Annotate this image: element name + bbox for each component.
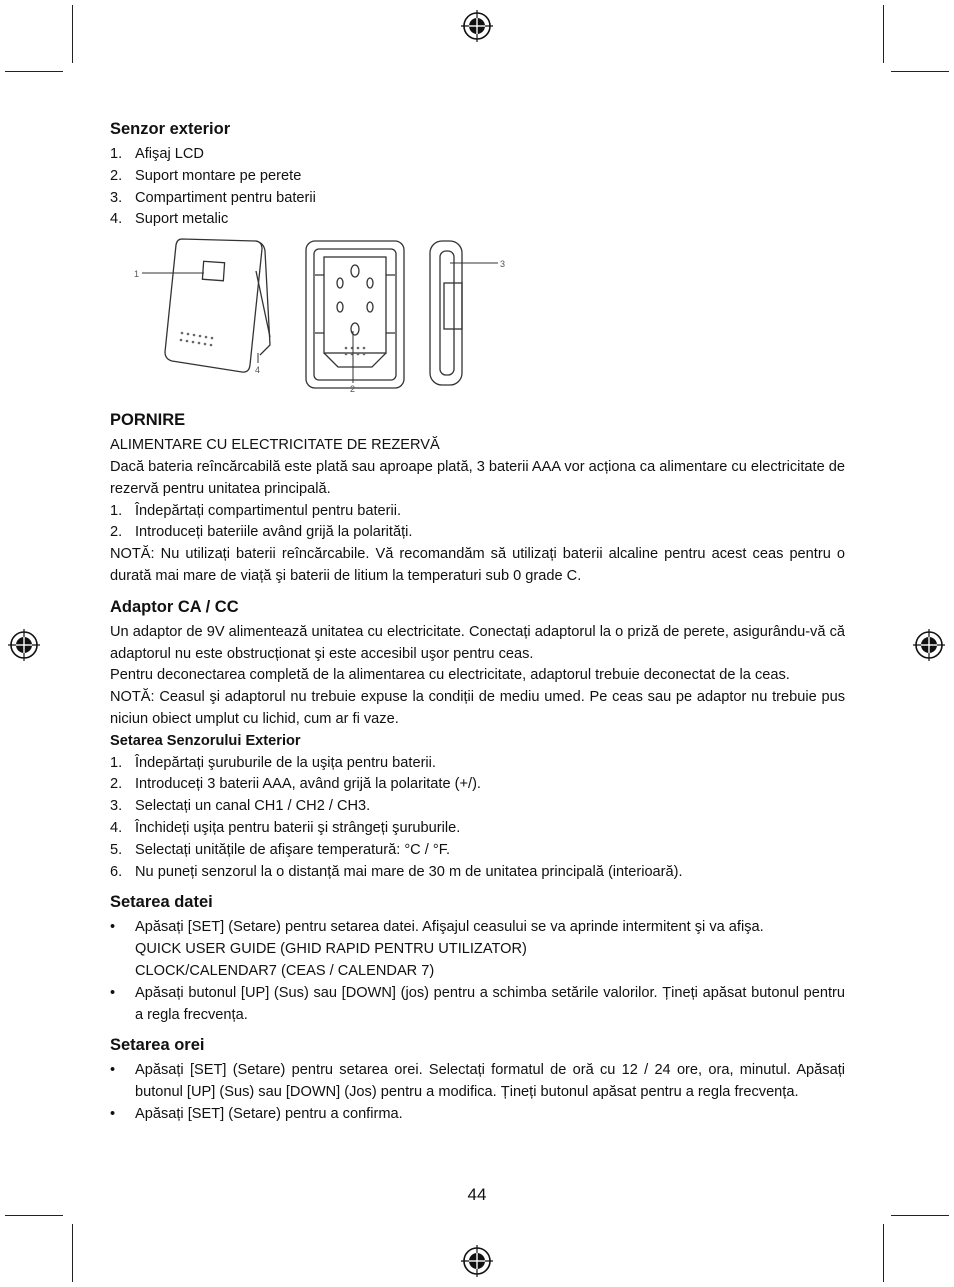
list-item: 6. Nu puneți senzorul la o distanță mai mare de 30 m de unitatea principală (interioară). [110, 863, 683, 880]
paragraph: Un adaptor de 9V alimentează unitatea cu electricitate. Conectați adaptorul la o priză de perete, asigurându-vă că adaptorul nu este obstrucționat şi este accesibil uşor pentru ceas. [110, 623, 845, 662]
list-item: • Apăsați [SET] (Setare) pentru setarea orei. Selectați formatul de oră cu 12 / 24 ore, ora, minutul. Apăsați butonul [UP] (Sus) sau [DOWN] (Jos) pentru a modifica. Țineți butonul apăsat pentru a regla frecvența. [110, 1062, 845, 1101]
time-setup-list [110, 1060, 845, 1125]
sensor-diagram [110, 233, 530, 401]
crop-mark [72, 5, 73, 63]
date-setup-list [110, 917, 845, 1026]
list-item: 4. Închideți uşița pentru baterii şi strângeți şuruburile. [110, 819, 461, 836]
subheading-alimentare: ALIMENTARE CU ELECTRICITATE DE REZERVĂ [110, 437, 440, 454]
subheading-setarea-senzorului: Setarea Senzorului Exterior [110, 732, 301, 749]
sensor-setup-steps-list [110, 753, 845, 884]
crop-mark [5, 1215, 63, 1216]
heading-adaptor: Adaptor CA / CC [110, 597, 239, 616]
heading-setarea-datei: Setarea datei [110, 893, 213, 912]
list-item: 1. Îndepărtați compartimentul pentru baterii. [110, 502, 402, 519]
crop-mark [883, 5, 884, 63]
paragraph: Dacă bateria reîncărcabilă este plată sau aproape plată, 3 baterii AAA vor acționa ca alimentare cu electricitate de rezervă pentru unitatea principală. [110, 458, 845, 497]
note-paragraph: NOTĂ: Nu utilizați baterii reîncărcabile. Vă recomandăm să utilizați baterii alcaline pentru acest ceas pentru o durată mai mare de viață şi baterii de litium la temperaturi sub 0 grade C. [110, 546, 845, 584]
senzor-parts-list [110, 144, 845, 231]
crop-mark [891, 1215, 949, 1216]
registration-mark-icon [460, 1244, 494, 1278]
figure-label: 2 [350, 384, 356, 395]
crop-mark [891, 71, 949, 72]
figure-label: 3 [500, 259, 506, 270]
heading-pornire: PORNIRE [110, 411, 186, 430]
registration-mark-icon [460, 9, 494, 43]
figure-label: 4 [255, 365, 261, 376]
figure-label: 1 [134, 269, 140, 280]
list-item: 1. Îndepărtați şuruburile de la uşița pentru baterii. [110, 754, 436, 771]
page-content [110, 118, 845, 1126]
list-item: 5. Selectați unitățile de afişare temperatură: °C / °F. [110, 841, 451, 858]
list-item: 2. Introduceți 3 baterii AAA, având grijă la polaritate (+/). [110, 776, 481, 793]
crop-mark [5, 71, 63, 72]
list-item: • Apăsați butonul [UP] (Sus) sau [DOWN] (jos) pentru a schimba setările valorilor. Țineți apăsat butonul pentru a regla frecvența. [110, 984, 845, 1023]
list-item: 3. Selectați un canal CH1 / CH2 / CH3. [110, 798, 371, 815]
list-item: 3. Compartiment pentru baterii [110, 189, 316, 206]
heading-setarea-orei: Setarea orei [110, 1036, 205, 1055]
registration-mark-icon [7, 628, 41, 662]
list-item: • Apăsați [SET] (Setare) pentru a confirma. [110, 1105, 403, 1122]
sensor-figure [110, 233, 845, 401]
list-item: 2. Suport montare pe perete [110, 167, 302, 184]
crop-mark [883, 1224, 884, 1282]
list-item: 2. Introduceți bateriile având grijă la polarități. [110, 524, 413, 541]
list-item: 4. Suport metalic [110, 211, 229, 228]
page-number: 44 [467, 1185, 487, 1204]
pornire-steps-list [110, 501, 845, 545]
heading-senzor-exterior: Senzor exterior [110, 120, 231, 138]
registration-mark-icon [912, 628, 946, 662]
list-item: • Apăsați [SET] (Setare) pentru setarea datei. Afişajul ceasului se va aprinde intermitent şi va afişa. QUICK USER GUIDE (GHID RAPID PENTRU UTILIZATOR) CLOCK/CALENDAR7 (CEAS / CALENDAR 7) [110, 919, 764, 979]
paragraph: Pentru deconectarea completă de la alimentarea cu electricitate, adaptorul trebuie deconectat de la ceas. [110, 667, 790, 684]
crop-mark [72, 1224, 73, 1282]
list-item: 1. Afişaj LCD [110, 146, 204, 162]
note-paragraph: NOTĂ: Ceasul şi adaptorul nu trebuie expuse la condiții de mediu umed. Pe ceas sau pe adaptor nu trebuie pus niciun obiect umplut cu lichid, cum ar fi vaze. [110, 689, 845, 727]
